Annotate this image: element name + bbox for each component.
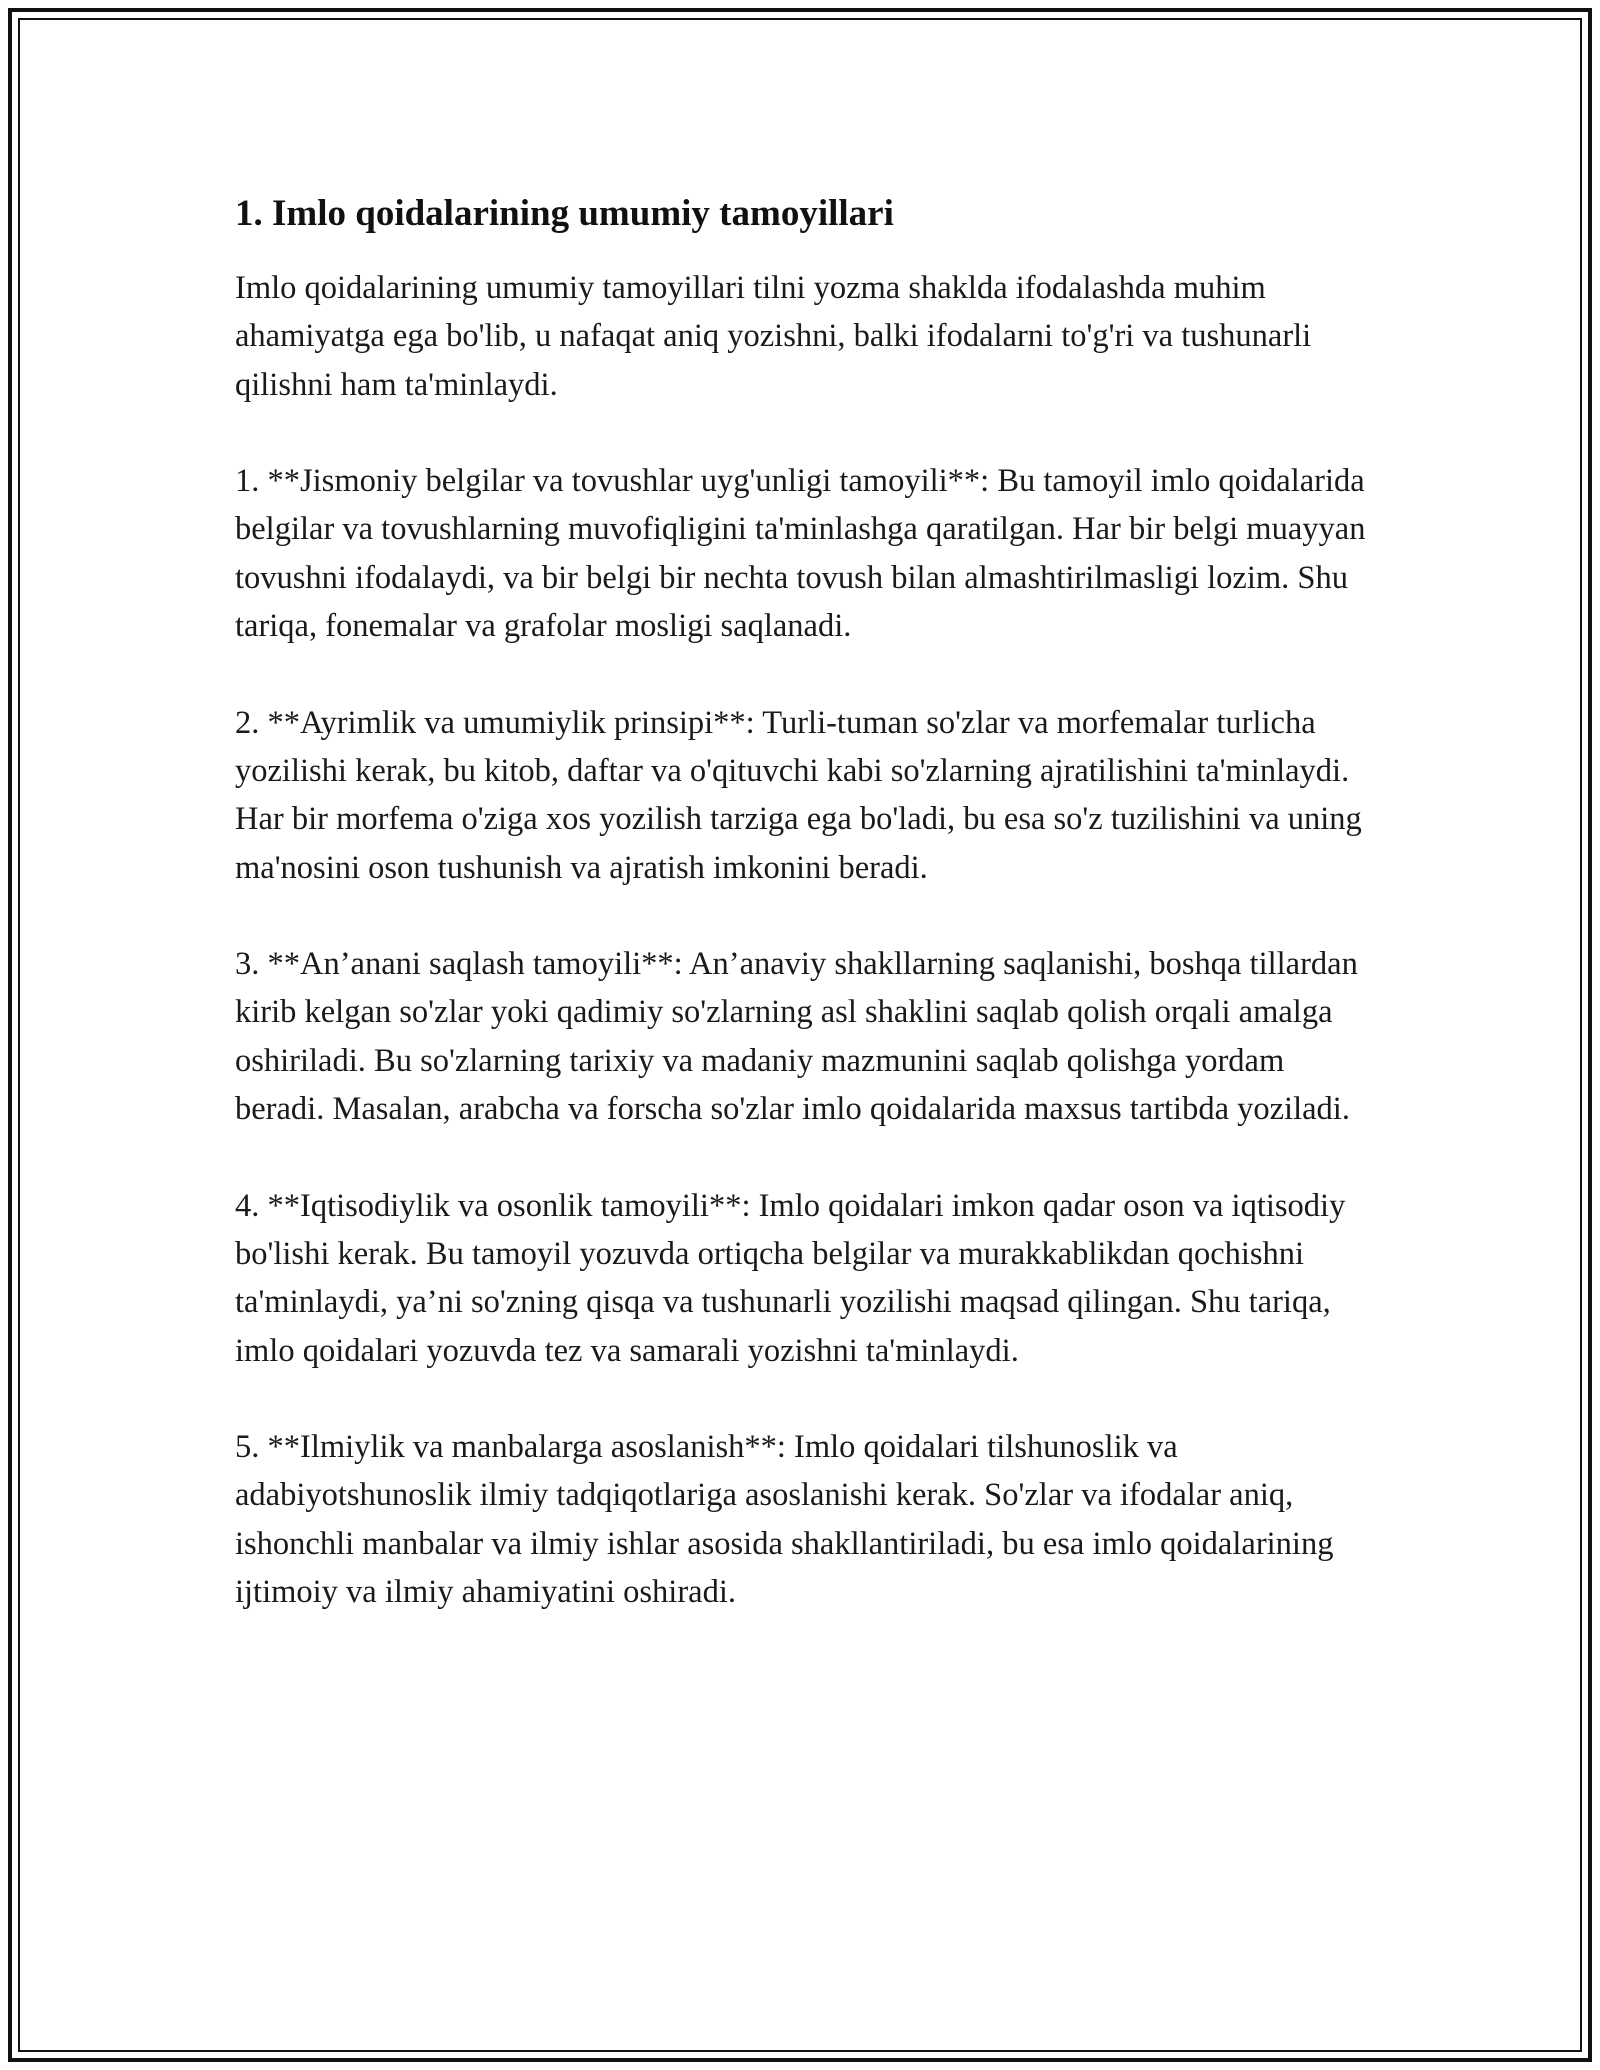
section-title: 1. Imlo qoidalarining umumiy tamoyillari (235, 193, 894, 234)
principle-1-paragraph: 1. **Jismoniy belgilar va tovushlar uyg'unligi tamoyili**: Bu tamoyil imlo qoidalarida belgilar va tovushlarning muvofiqligini ta'minlashga qaratilgan. Har bir belgi muayyan tovushni ifodalaydi, va bir belgi bir nechta tovush bilan almashtirilmasligi lozim. Shu tariqa, fonemalar va grafolar mosligi saqlanadi. (235, 463, 1366, 645)
principle-3-paragraph: 3. **An’anani saqlash tamoyili**: An’anaviy shakllarning saqlanishi, boshqa tillardan kirib kelgan so'zlar yoki qadimiy so'zlarning asl shaklini saqlab qolish orqali amalga oshiriladi. Bu so'zlarning tarixiy va madaniy mazmunini saqlab qolishga yordam beradi. Masalan, arabcha va forscha so'zlar imlo qoidalarida maxsus tartibda yoziladi. (235, 946, 1358, 1128)
document-body (235, 188, 1370, 1616)
principle-5-paragraph: 5. **Ilmiylik va manbalarga asoslanish**: Imlo qoidalari tilshunoslik va adabiyotshunoslik ilmiy tadqiqotlariga asoslanishi kerak. So'zlar va ifodalar aniq, ishonchli manbalar va ilmiy ishlar asosida shakllantiriladi, bu esa imlo qoidalarining ijtimoiy va ilmiy ahamiyatini oshiradi. (235, 1429, 1334, 1611)
intro-paragraph: Imlo qoidalarining umumiy tamoyillari tilni yozma shaklda ifodalashda muhim ahamiyatga ega bo'lib, u nafaqat aniq yozishni, balki ifodalarni to'g'ri va tushunarli qilishni ham ta'minlaydi. (235, 270, 1312, 403)
principle-2-paragraph: 2. **Ayrimlik va umumiylik prinsipi**: Turli-tuman so'zlar va morfemalar turlicha yozilishi kerak, bu kitob, daftar va o'qituvchi kabi so'zlarning ajratilishini ta'minlaydi. Har bir morfema o'ziga xos yozilish tarziga ega bo'ladi, bu esa so'z tuzilishini va uning ma'nosini oson tushunish va ajratish imkonini beradi. (235, 704, 1362, 886)
principle-4-paragraph: 4. **Iqtisodiylik va osonlik tamoyili**: Imlo qoidalari imkon qadar oson va iqtisodiy bo'lishi kerak. Bu tamoyil yozuvda ortiqcha belgilar va murakkablikdan qochishni ta'minlaydi, ya’ni so'zning qisqa va tushunarli yozilishi maqsad qilingan. Shu tariqa, imlo qoidalari yozuvda tez va samarali yozishni ta'minlaydi. (235, 1187, 1346, 1369)
